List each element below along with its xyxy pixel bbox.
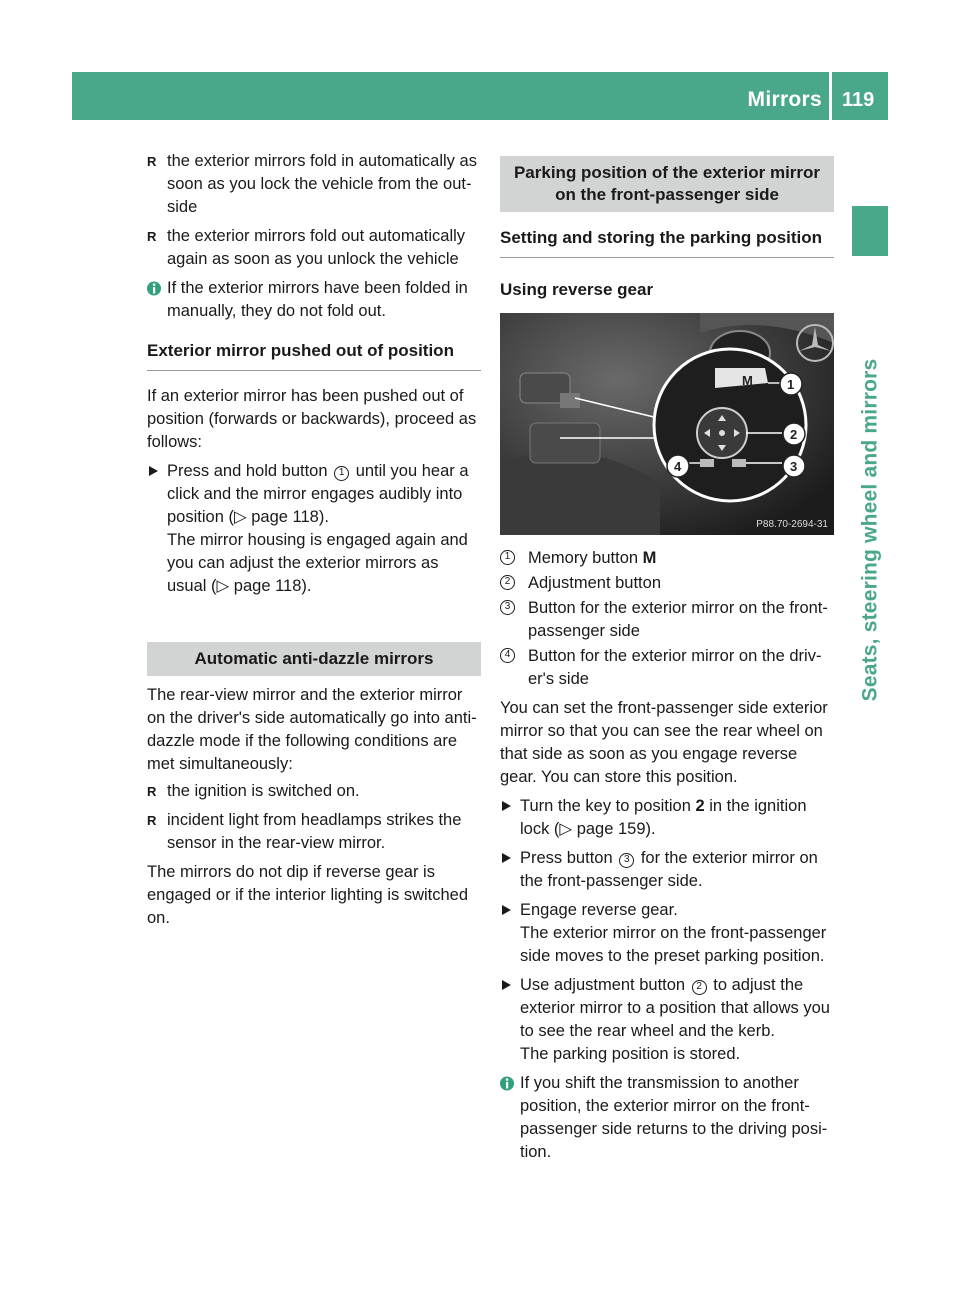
paragraph: The mirrors do not dip if reverse gear is engaged or if the interior lighting is switched on. xyxy=(147,863,469,927)
paragraph: The rear-view mirror and the exterior mirror on the driver's side automatically go into anti-dazzle mode if the following conditions are met simultaneously: xyxy=(147,686,477,773)
callout-2: 2 xyxy=(790,427,798,442)
list-item: R incident light from headlamps strikes the sensor in the rear-view mirror. xyxy=(147,809,481,855)
info-note: If you shift the transmission to another position, the exterior mirror on the front-passenger side returns to the driving posi-tion. xyxy=(500,1072,834,1164)
button-3-symbol: 3 xyxy=(619,853,634,868)
heading-setting-storing: Setting and storing the parking position xyxy=(500,226,834,258)
chapter-tab-label: Seats, steering wheel and mirrors xyxy=(858,358,882,702)
page-reference[interactable]: ▷ page 118 xyxy=(233,508,319,526)
callout-3: 3 xyxy=(790,459,798,474)
heading-reverse-gear: Using reverse gear xyxy=(500,280,654,299)
door-panel-photo xyxy=(500,313,834,535)
left-column xyxy=(147,150,481,934)
callout-4: 4 xyxy=(674,459,682,474)
chapter-tab-marker xyxy=(852,206,888,256)
memory-button-label: M xyxy=(742,373,753,388)
instruction-step: Engage reverse gear. The exterior mirror on the front-passenger side moves to the preset parking position. xyxy=(500,899,834,968)
heading-mirror-pushed: Exterior mirror pushed out of position xyxy=(147,339,481,371)
button-2-symbol: 2 xyxy=(692,980,707,995)
paragraph: You can set the front-passenger side exterior mirror so that you can see the rear wheel on that side as soon as you engage reverse gear. You can store this position. xyxy=(500,699,828,786)
button-1-symbol: 1 xyxy=(334,466,349,481)
instruction-step: Turn the key to position 2 in the ignition lock (▷ page 159). xyxy=(500,795,834,841)
legend-item: 1 Memory button M xyxy=(500,547,834,570)
list-item: R the exterior mirrors fold in automatically as soon as you lock the vehicle from the out-side xyxy=(147,150,481,219)
section-title: Mirrors xyxy=(747,88,822,111)
legend-item: 3 Button for the exterior mirror on the front-passenger side xyxy=(500,597,834,643)
info-icon xyxy=(500,1074,514,1092)
legend-item: 4 Button for the exterior mirror on the driv-er's side xyxy=(500,645,834,691)
door-controls-illustration xyxy=(500,313,834,535)
header-separator xyxy=(829,72,832,120)
page-reference[interactable]: ▷ page 118 xyxy=(216,577,302,595)
info-icon xyxy=(147,279,161,297)
figure-code: P88.70-2694-31 xyxy=(756,519,828,530)
right-column xyxy=(500,156,834,1170)
instruction-step: Press and hold button 1 until you hear a click and the mirror engages audibly into position (▷ page 118). The mirror housing is engaged again and you can adjust the exterior mirrors as usual (▷ page 118). xyxy=(147,460,481,598)
section-antidazzle-heading: Automatic anti-dazzle mirrors xyxy=(147,642,481,676)
legend-item: 2 Adjustment button xyxy=(500,572,834,595)
paragraph: If an exterior mirror has been pushed out of position (forwards or backwards), proceed as follows: xyxy=(147,387,477,451)
list-item: R the ignition is switched on. xyxy=(147,780,481,803)
section-parking-heading: Parking position of the exterior mirror on the front-passenger side xyxy=(500,156,834,212)
page-reference[interactable]: ▷ page 159 xyxy=(559,820,646,838)
instruction-step: Use adjustment button 2 to adjust the exterior mirror to a position that allows you to see the rear wheel and the kerb. The parking position is stored. xyxy=(500,974,834,1066)
info-note: If the exterior mirrors have been folded in manually, they do not fold out. xyxy=(147,277,481,323)
callout-1: 1 xyxy=(787,377,795,392)
page-number: 119 xyxy=(842,89,875,111)
list-item: R the exterior mirrors fold out automatically again as soon as you unlock the vehicle xyxy=(147,225,481,271)
instruction-step: Press button 3 for the exterior mirror on the front-passenger side. xyxy=(500,847,834,893)
